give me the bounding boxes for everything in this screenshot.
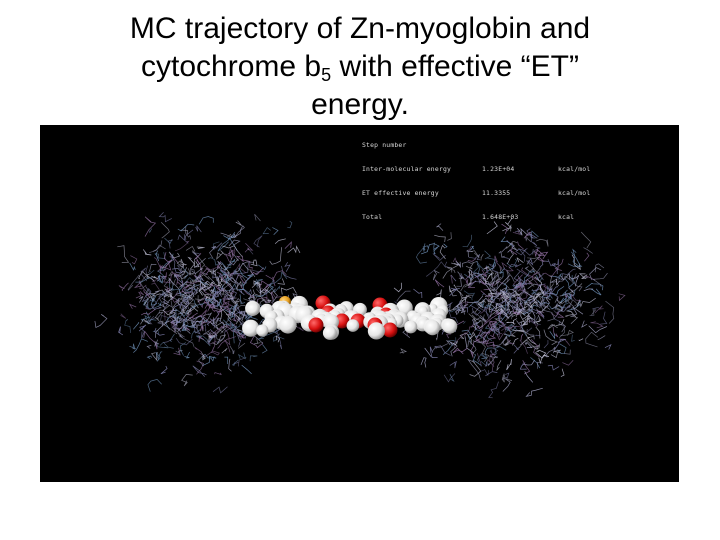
heme-spacefill-atoms — [242, 296, 457, 340]
carbon-atom — [256, 324, 268, 336]
carbon-atom — [347, 319, 360, 332]
carbon-atom — [368, 322, 385, 339]
slide-title — [0, 10, 720, 124]
readout-unit: kcal/mol — [558, 189, 591, 197]
readout-label: ET effective energy — [362, 189, 439, 197]
readout-value: 11.3355 — [482, 189, 511, 197]
readout-value: 1.23E+04 — [482, 165, 515, 173]
readout-unit: kcal/mol — [558, 165, 591, 173]
carbon-atom — [279, 316, 297, 334]
molecule-viewer — [40, 125, 679, 482]
carbon-atom — [443, 319, 458, 334]
title-line-3: energy. — [311, 88, 409, 121]
readout-unit: kcal — [558, 213, 575, 221]
carbon-atom — [404, 320, 417, 333]
readout-row-step — [362, 141, 451, 149]
title-line-2-text: cytochrome b — [141, 50, 322, 83]
title-line-2-tail: with effective “ET” — [331, 50, 579, 83]
oxygen-atom — [309, 318, 324, 333]
readout-label: Inter-molecular energy — [362, 165, 452, 173]
energy-readout — [362, 125, 591, 237]
carbon-atom — [247, 302, 260, 315]
title-line-2 — [141, 50, 579, 83]
readout-label: Total — [362, 213, 383, 221]
carbon-atom — [425, 320, 440, 335]
readout-label: Step number — [362, 141, 407, 149]
molecular-render — [40, 125, 679, 482]
carbon-atom — [323, 326, 337, 340]
readout-row-inter — [362, 165, 591, 173]
readout-row-total — [362, 213, 575, 221]
readout-row-et — [362, 189, 591, 197]
title-subscript: 5 — [321, 65, 332, 85]
title-line-1: MC trajectory of Zn-myoglobin and — [129, 12, 591, 45]
readout-value: 1.648E+03 — [482, 213, 519, 221]
